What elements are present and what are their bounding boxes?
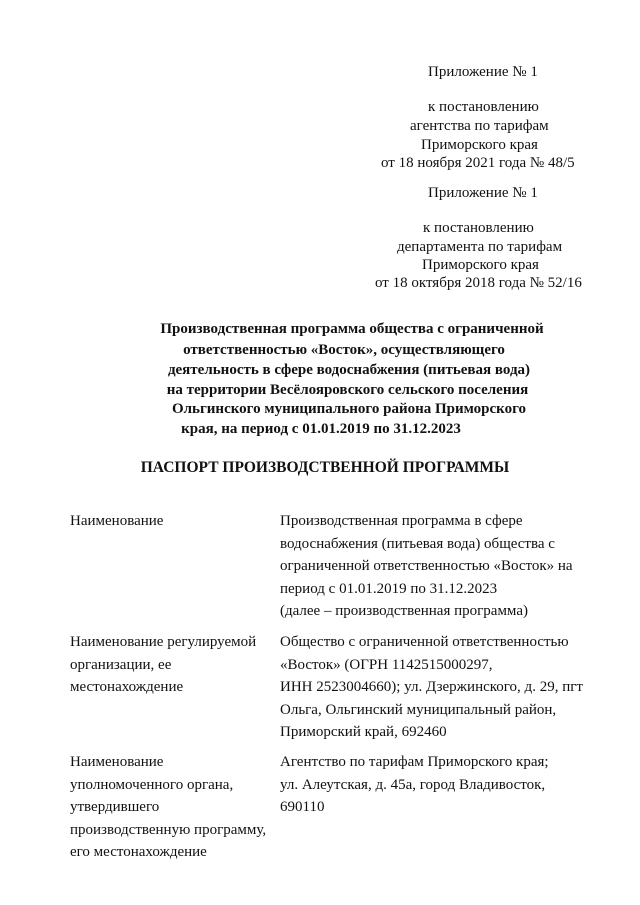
row-label-line: производственную программу,: [70, 821, 267, 838]
row-value-line: ИНН 2523004660); ул. Дзержинского, д. 29, пгт: [280, 679, 583, 695]
row-value-line: Агентство по тарифам Приморского края;: [280, 754, 549, 770]
appendix-previous-line: от 18 октября 2018 года № 52/16: [375, 275, 582, 291]
appendix-current-line: к постановлению: [428, 99, 539, 115]
row-value-line: Ольга, Ольгинский муниципальный район,: [280, 701, 557, 718]
row-value-line: Производственная программа в сфере: [280, 513, 523, 529]
appendix-current-title: Приложение № 1: [428, 64, 538, 80]
row-value-line: Общество с ограниченной ответственностью: [280, 634, 569, 650]
row-label-line: уполномоченного органа,: [70, 776, 234, 793]
row-label-line: Наименование: [70, 754, 164, 770]
appendix-previous-line: департамента по тарифам: [397, 239, 563, 255]
appendix-current-line: Приморского края: [421, 137, 538, 153]
row-label-line: утвердившего: [70, 799, 160, 815]
appendix-previous-title: Приложение № 1: [428, 185, 538, 201]
row-label: [70, 510, 163, 533]
row-value-line: 690110: [280, 799, 325, 815]
row-value-line: водоснабжения (питьевая вода) общества с: [280, 535, 555, 552]
row-value: [280, 751, 549, 819]
program-title-line: на территории Весёлояровского сельского поселения: [166, 382, 529, 398]
row-label: [70, 751, 266, 864]
row-label-line: Наименование: [70, 513, 164, 529]
row-value-line: «Восток» (ОГРН 1142515000297,: [280, 656, 493, 673]
row-value-line: период с 01.01.2019 по 31.12.2023: [280, 580, 498, 597]
program-title-line: ответственностью «Восток», осуществляющего: [183, 342, 505, 358]
passport-heading: ПАСПОРТ ПРОИЗВОДСТВЕННОЙ ПРОГРАММЫ: [140, 459, 510, 476]
program-title-line: деятельность в сфере водоснабжения (питьевая вода): [167, 362, 531, 378]
appendix-previous-line: к постановлению: [423, 220, 534, 236]
row-value-line: ул. Алеутская, д. 45а, город Владивосток,: [280, 776, 546, 793]
row-label-line: Наименование регулируемой: [70, 634, 257, 650]
row-value-line: Приморский край, 692460: [280, 724, 447, 740]
row-value-line: (далее – производственная программа): [280, 603, 528, 619]
appendix-current-line: от 18 ноября 2021 года № 48/5: [381, 155, 575, 171]
row-value: [280, 631, 583, 744]
program-title-line: Производственная программа общества с ограниченной: [160, 321, 544, 337]
row-value-line: ограниченной ответственностью «Восток» на: [280, 558, 573, 574]
program-title-line: Ольгинского муниципального района Приморского: [171, 401, 527, 417]
row-value: [280, 510, 573, 623]
appendix-previous-line: Приморского края: [422, 257, 539, 273]
row-label-line: организации, ее: [70, 656, 172, 673]
program-title-line: края, на период с 01.01.2019 по 31.12.2023: [181, 421, 461, 437]
row-label-line: его местонахождение: [70, 844, 207, 860]
row-label-line: местонахождение: [70, 679, 184, 695]
appendix-current-line: агентства по тарифам: [410, 118, 549, 134]
row-label: [70, 631, 256, 699]
